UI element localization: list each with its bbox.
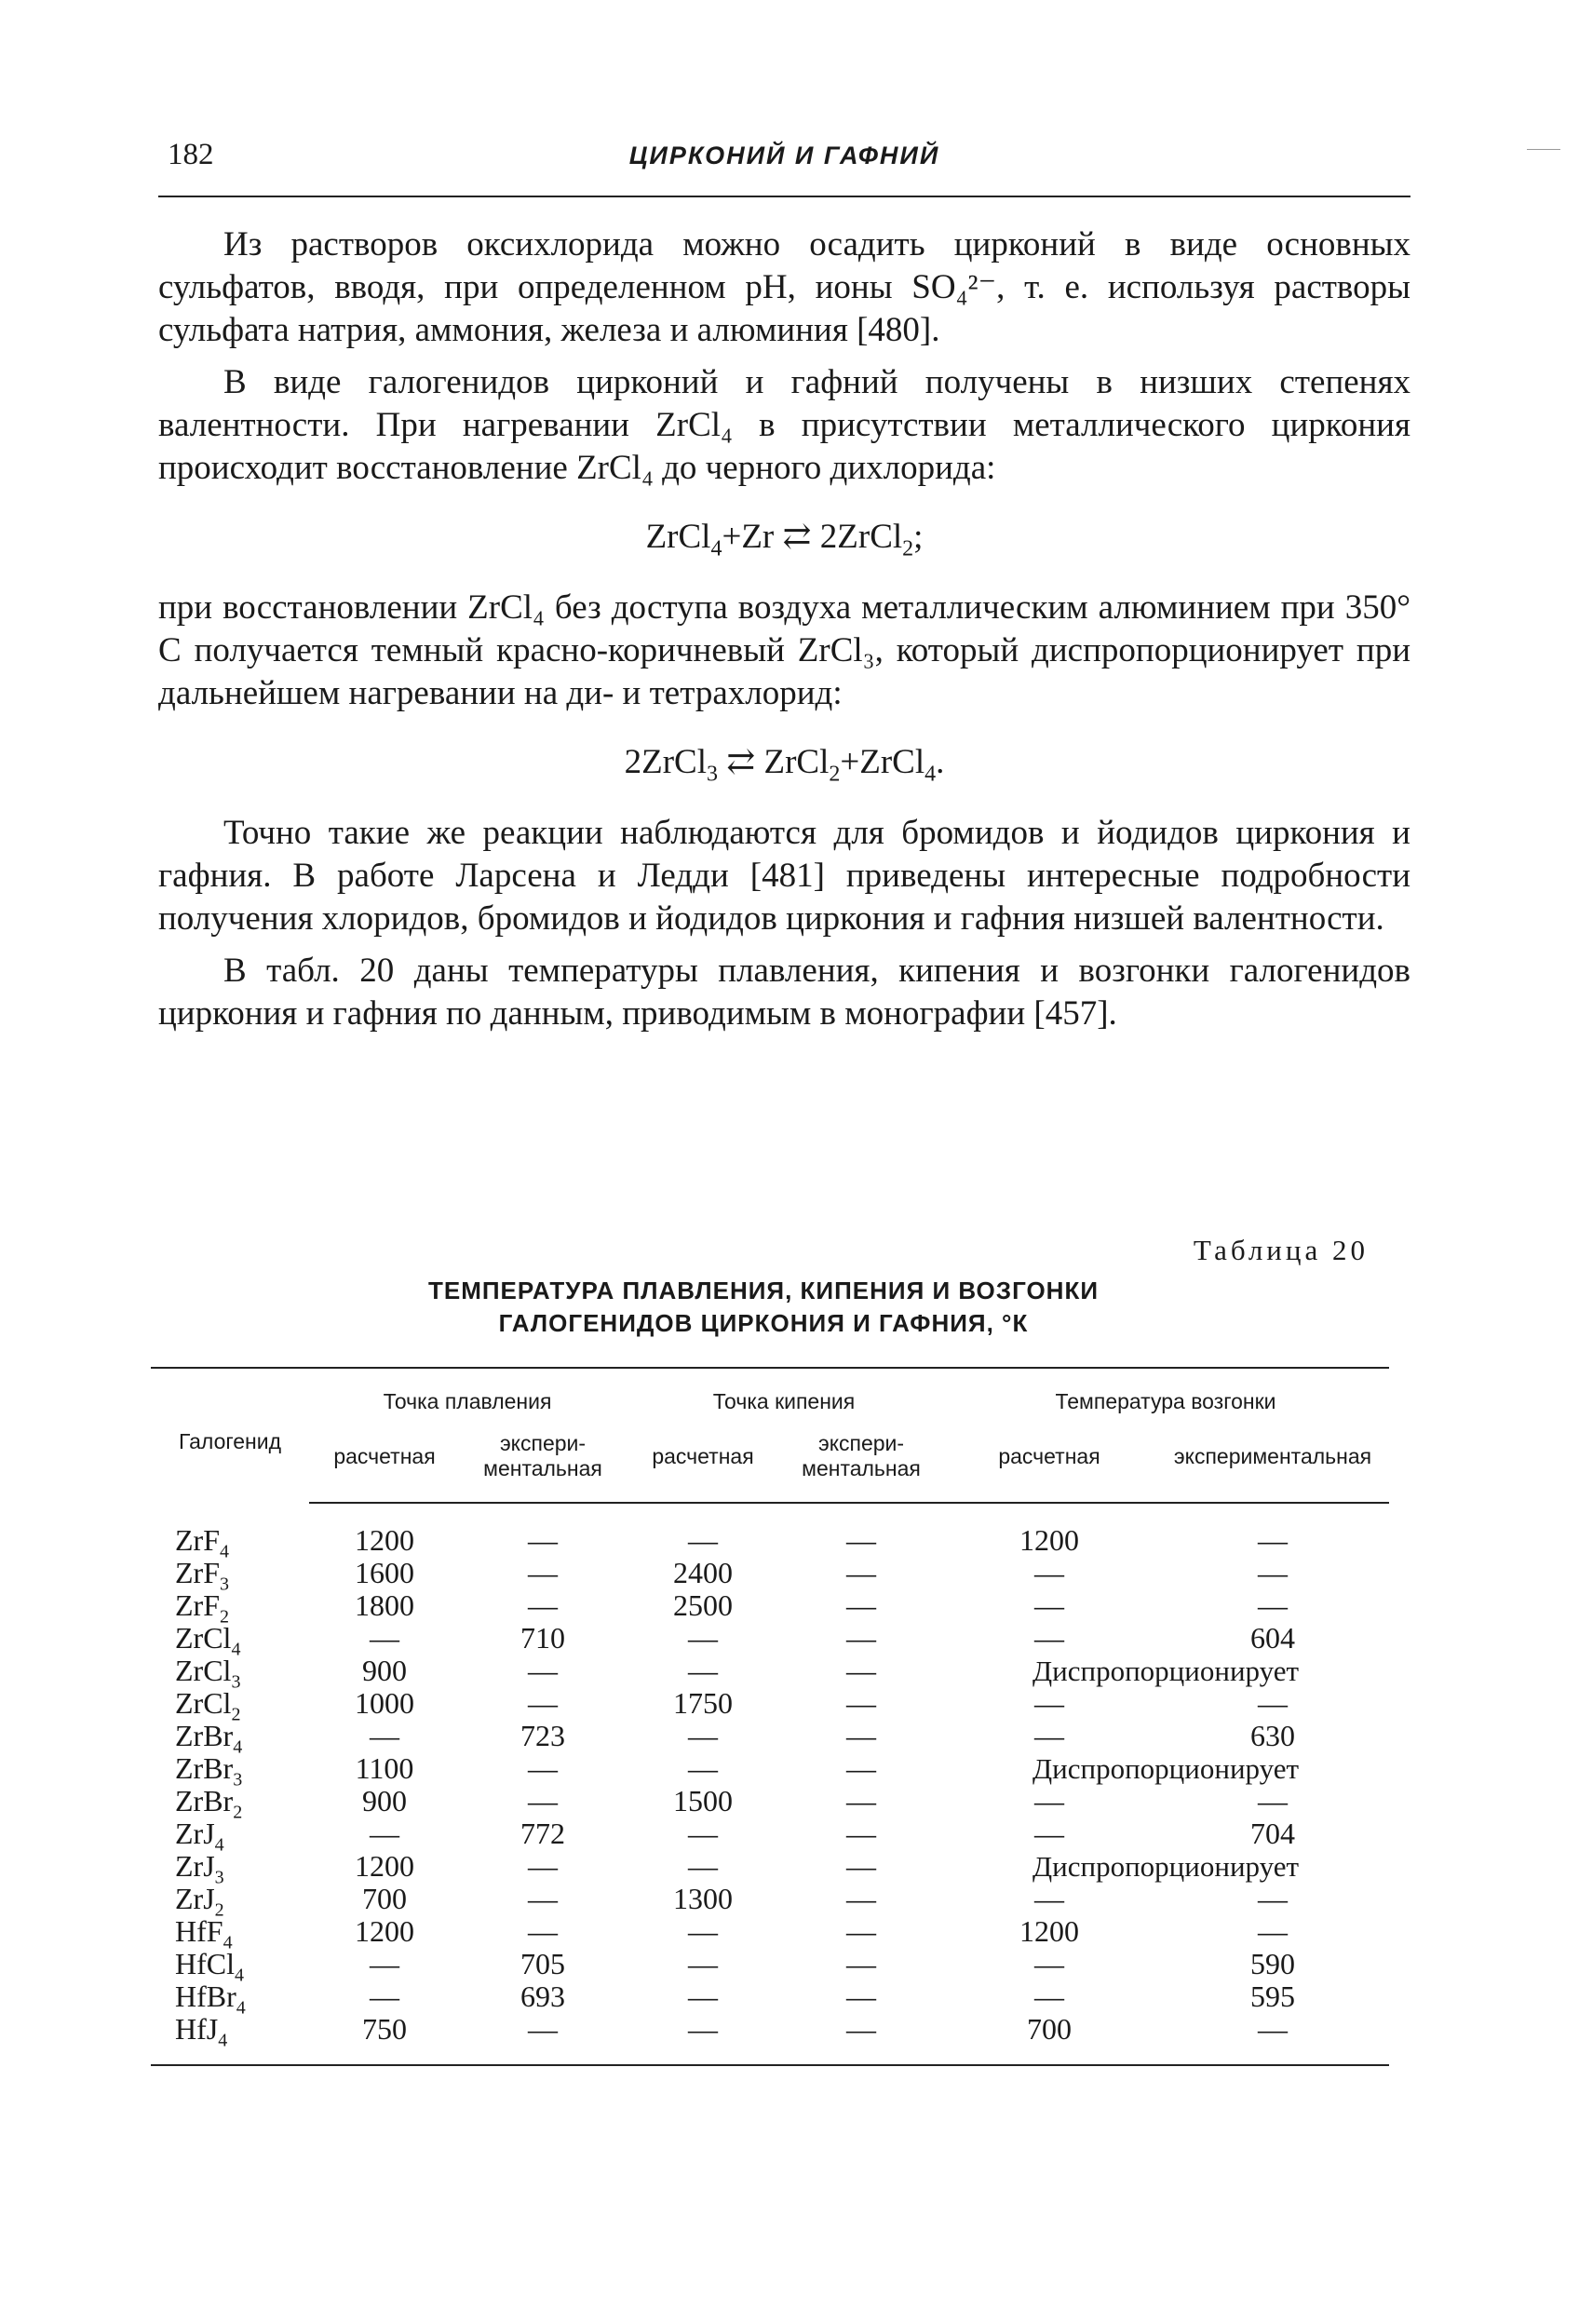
column-group-sublimation: Температура возгонки: [942, 1368, 1389, 1424]
halide-subscript: 3: [220, 1574, 229, 1595]
halide-formula: ZrBr: [175, 1719, 234, 1752]
halide-formula: HfBr: [175, 1979, 236, 2013]
melting-exp-cell: —: [528, 1849, 558, 1883]
halide-cell: [151, 1979, 309, 2019]
sublimation-calc-cell: —: [1034, 1882, 1065, 1915]
sublimation-exp-cell: —: [1258, 1686, 1289, 1720]
formula-1: [158, 516, 1410, 559]
paragraph-4: Точно такие же реакции наблюдаются для бромидов и йодидов циркония и гафния. В работе Ларсена и Ледди [481] приведены интересные подробности получения хлоридов, бромидов и йодидов циркония и гафния низшей валентности.: [158, 814, 1410, 938]
sublimation-calc-cell: —: [1034, 1588, 1065, 1622]
boiling-exp-cell: —: [846, 1588, 877, 1622]
formula-1-left-a: ZrCl: [645, 518, 711, 556]
halide-cell: [151, 1751, 309, 1790]
halide-subscript: 4: [223, 1932, 233, 1953]
table-title-line-1: ТЕМПЕРАТУРА ПЛАВЛЕНИЯ, КИПЕНИЯ И ВОЗГОНКИ: [427, 1277, 1100, 1304]
sublimation-note-cell: Диспропорционирует: [1032, 1850, 1300, 1883]
melting-calc-cell: 750: [309, 2013, 460, 2065]
column-header-halide: Галогенид: [151, 1368, 309, 1503]
melting-exp-cell: —: [528, 1556, 558, 1589]
sublimation-calc-cell: —: [1034, 1621, 1065, 1655]
melting-exp-cell: —: [528, 1686, 558, 1720]
formula-2-right-c: .: [936, 743, 945, 781]
table-label: Таблица 20: [1193, 1234, 1369, 1266]
table-row: [151, 1589, 1389, 1622]
sublimation-calc-cell: 1200: [1019, 1914, 1080, 1948]
halide-formula: ZrF: [175, 1522, 220, 1557]
table-body: [151, 1503, 1389, 2065]
halide-formula: ZrJ: [175, 1817, 215, 1850]
halide-formula: ZrBr: [175, 1751, 234, 1785]
melting-exp-cell: —: [460, 2013, 626, 2065]
halide-subscript: 4: [214, 1834, 224, 1856]
column-header-sublimation-calc: расчетная: [942, 1424, 1156, 1503]
melting-calc-cell: 1200: [355, 1914, 414, 1948]
melting-calc-cell: 1200: [355, 1523, 414, 1557]
boiling-exp-cell: —: [846, 1621, 877, 1655]
melting-calc-cell: —: [370, 1979, 399, 2013]
page-number: 182: [168, 138, 214, 171]
halide-cell: [151, 1947, 309, 1986]
halide-subscript: 4: [233, 1736, 243, 1758]
column-header-melting-calc: расчетная: [309, 1424, 460, 1503]
formula-2-left-a: 2ZrCl: [624, 743, 707, 781]
boiling-calc-cell: —: [688, 1817, 719, 1850]
paragraph-5: В табл. 20 даны температуры плавления, кипения и возгонки галогенидов циркония и гафния по данным, приводимым в монографии [457].: [158, 952, 1410, 1033]
halide-formula: ZrF: [175, 1588, 220, 1622]
sublimation-exp-cell: 630: [1250, 1719, 1296, 1752]
halide-cell: [151, 2013, 309, 2065]
sublimation-exp-cell: —: [1156, 2013, 1389, 2065]
table-row: [151, 2013, 1389, 2065]
melting-calc-cell: —: [370, 1947, 399, 1980]
table-row: [151, 1503, 1389, 1557]
halide-cell: [151, 1817, 309, 1856]
body-text: [158, 223, 1410, 1045]
boiling-calc-cell: —: [688, 1654, 719, 1687]
column-header-sublimation-exp: экспериментальная: [1156, 1424, 1389, 1503]
halide-cell: [151, 1849, 309, 1888]
equilibrium-arrow-icon: ⇄: [726, 743, 756, 781]
melting-calc-cell: 1800: [355, 1588, 414, 1622]
halide-cell: [151, 1503, 309, 1561]
formula-2-right-a: ZrCl: [763, 743, 830, 781]
halide-formula: ZrF: [175, 1556, 220, 1589]
halide-cell: [151, 1882, 309, 1921]
sublimation-exp-cell: —: [1258, 1588, 1289, 1622]
sublimation-exp-cell: —: [1258, 1523, 1289, 1557]
halide-subscript: 3: [214, 1867, 224, 1888]
table-row: [151, 1883, 1389, 1915]
formula-1-right-b: ;: [913, 518, 924, 556]
table-header-row-1: [151, 1368, 1389, 1424]
boiling-exp-cell: —: [846, 1654, 877, 1687]
table-row: [151, 1655, 1389, 1687]
halide-subscript: 4: [236, 1997, 246, 2019]
boiling-exp-cell: —: [846, 1979, 877, 2013]
formula-2-right-sub-a: 2: [829, 762, 841, 787]
melting-exp-cell: 710: [520, 1621, 565, 1655]
halide-subscript: 2: [233, 1802, 243, 1823]
boiling-exp-cell: —: [846, 1523, 877, 1557]
melting-exp-cell: —: [528, 1588, 558, 1622]
melting-exp-cell: 723: [520, 1719, 565, 1752]
equilibrium-arrow-icon: ⇄: [782, 518, 812, 556]
melting-calc-cell: 1200: [355, 1849, 414, 1883]
boiling-calc-cell: —: [688, 1621, 719, 1655]
boiling-calc-cell: —: [688, 1719, 719, 1752]
boiling-exp-cell: —: [846, 1849, 877, 1883]
halide-cell: [151, 1556, 309, 1595]
halide-cell: [151, 1654, 309, 1693]
formula-2-left-sub: 3: [706, 762, 718, 787]
column-header-boiling-calc: расчетная: [626, 1424, 780, 1503]
halide-formula: ZrJ: [175, 1882, 215, 1915]
melting-exp-cell: 705: [520, 1947, 565, 1980]
table-title-line-2: ГАЛОГЕНИДОВ ЦИРКОНИЯ И ГАФНИЯ, °К: [498, 1309, 1029, 1337]
halide-formula: ZrCl: [175, 1654, 232, 1687]
boiling-exp-cell: —: [846, 1556, 877, 1589]
boiling-calc-cell: —: [688, 1979, 719, 2013]
paragraph-2: В виде галогенидов цирконий и гафний получены в низших степенях валентности. При нагревании ZrCl₄ в присутствии металлического циркония происходит восстановление ZrCl₄ до черного дихлорида:: [158, 363, 1410, 487]
sublimation-calc-cell: —: [1034, 1979, 1065, 2013]
boiling-exp-cell: —: [780, 2013, 942, 2065]
sublimation-calc-cell: —: [1034, 1817, 1065, 1850]
table-row: [151, 1720, 1389, 1752]
boiling-calc-cell: —: [688, 1849, 719, 1883]
melting-exp-cell: —: [528, 1654, 558, 1687]
table-row: [151, 1557, 1389, 1589]
boiling-exp-cell: —: [846, 1784, 877, 1817]
melting-exp-cell: —: [528, 1751, 558, 1785]
paragraph-1: Из растворов оксихлорида можно осадить цирконий в виде основных сульфатов, вводя, при определенном pH, ионы SO₄²⁻, т. е. используя растворы сульфата натрия, аммония, железа и алюминия [480].: [158, 225, 1410, 349]
boiling-exp-cell: —: [846, 1914, 877, 1948]
halide-formula: HfCl: [175, 1947, 235, 1980]
formula-2-right-b: +ZrCl: [840, 743, 925, 781]
formula-1-right-a: 2ZrCl: [819, 518, 903, 556]
boiling-calc-cell: 2500: [673, 1588, 734, 1622]
halide-cell: [151, 1621, 309, 1660]
boiling-calc-cell: 1500: [673, 1784, 734, 1817]
boiling-calc-cell: —: [688, 1523, 719, 1557]
sublimation-exp-cell: —: [1258, 1556, 1289, 1589]
formula-1-left-b: +Zr: [722, 518, 775, 556]
formula-2-right-sub-b: 4: [924, 762, 937, 787]
melting-exp-cell: —: [528, 1523, 558, 1557]
halide-subscript: 4: [220, 1540, 229, 1561]
halide-subscript: 2: [214, 1899, 224, 1921]
halide-subscript: 3: [233, 1769, 243, 1790]
formula-1-right-sub: 2: [902, 536, 914, 561]
melting-calc-cell: 900: [362, 1784, 407, 1817]
data-table: [151, 1367, 1389, 2066]
sublimation-note-cell: Диспропорционирует: [1032, 1655, 1300, 1687]
melting-calc-cell: 1600: [355, 1556, 414, 1589]
sublimation-calc-cell: —: [1034, 1947, 1065, 1980]
halide-formula: ZrCl: [175, 1686, 232, 1720]
halide-formula: ZrCl: [175, 1621, 232, 1655]
boiling-calc-cell: 1750: [673, 1686, 734, 1720]
column-header-boiling-exp: экспериментальная: [780, 1424, 942, 1503]
halide-cell: [151, 1719, 309, 1758]
table-row: [151, 1687, 1389, 1720]
halide-formula: ZrJ: [175, 1849, 215, 1883]
melting-calc-cell: 900: [362, 1654, 407, 1687]
sublimation-calc-cell: 1200: [1019, 1523, 1080, 1557]
table-row: [151, 1752, 1389, 1785]
boiling-calc-cell: 2400: [673, 1556, 734, 1589]
sublimation-exp-cell: —: [1258, 1784, 1289, 1817]
sublimation-exp-cell: —: [1258, 1914, 1289, 1948]
melting-exp-cell: —: [528, 1882, 558, 1915]
sublimation-exp-cell: 604: [1250, 1621, 1296, 1655]
halide-cell: [151, 1686, 309, 1725]
halide-formula: HfF: [175, 1914, 223, 1948]
running-title: ЦИРКОНИЙ И ГАФНИЙ: [628, 142, 940, 169]
halide-cell: [151, 1914, 309, 1953]
boiling-calc-cell: —: [688, 1947, 719, 1980]
halide-subscript: 4: [231, 1639, 241, 1660]
page-header: [158, 138, 1410, 181]
table-row: [151, 1622, 1389, 1655]
boiling-exp-cell: —: [846, 1817, 877, 1850]
paragraph-3: при восстановлении ZrCl₄ без доступа воздуха металлическим алюминием при 350° С получается темный красно-коричневый ZrCl₃, который диспропорционирует при дальнейшем нагревании на ди- и тетрахлорид:: [158, 588, 1410, 712]
sublimation-exp-cell: 704: [1250, 1817, 1296, 1850]
boiling-calc-cell: —: [626, 2013, 780, 2065]
boiling-calc-cell: —: [688, 1914, 719, 1948]
halide-subscript: 4: [218, 2030, 228, 2051]
boiling-calc-cell: —: [688, 1751, 719, 1785]
halide-formula: HfJ: [175, 2012, 219, 2046]
sublimation-calc-cell: 700: [942, 2013, 1156, 2065]
boiling-calc-cell: 1300: [673, 1882, 734, 1915]
sublimation-exp-cell: —: [1258, 1882, 1289, 1915]
halide-cell: [151, 1588, 309, 1628]
boiling-exp-cell: —: [846, 1882, 877, 1915]
boiling-exp-cell: —: [846, 1947, 877, 1980]
halide-subscript: 3: [231, 1671, 241, 1693]
table-row: [151, 1817, 1389, 1850]
halide-subscript: 2: [231, 1704, 241, 1725]
melting-calc-cell: 1100: [355, 1751, 414, 1785]
boiling-exp-cell: —: [846, 1751, 877, 1785]
column-header-melting-exp: экспериментальная: [460, 1424, 626, 1503]
table-caption: [158, 1234, 1369, 1340]
sublimation-calc-cell: —: [1034, 1719, 1065, 1752]
column-group-boiling: Точка кипения: [626, 1368, 942, 1424]
sublimation-exp-cell: 590: [1250, 1947, 1296, 1980]
formula-2: [158, 741, 1410, 787]
halide-formula: ZrBr: [175, 1784, 234, 1817]
header-rule: [158, 196, 1410, 197]
halide-subscript: 2: [220, 1606, 229, 1628]
melting-calc-cell: 700: [362, 1882, 407, 1915]
column-group-melting: Точка плавления: [309, 1368, 626, 1424]
table-header-row-2: [151, 1424, 1389, 1503]
halide-subscript: 4: [235, 1965, 244, 1986]
boiling-exp-cell: —: [846, 1686, 877, 1720]
melting-calc-cell: —: [370, 1719, 399, 1752]
table-row: [151, 1980, 1389, 2013]
melting-calc-cell: —: [370, 1621, 399, 1655]
table-row: [151, 1915, 1389, 1948]
melting-exp-cell: 693: [520, 1979, 565, 2013]
table-row: [151, 1948, 1389, 1980]
table-row: [151, 1850, 1389, 1883]
sublimation-calc-cell: —: [1034, 1556, 1065, 1589]
table-row: [151, 1785, 1389, 1817]
boiling-exp-cell: —: [846, 1719, 877, 1752]
melting-exp-cell: 772: [520, 1817, 565, 1850]
melting-exp-cell: —: [528, 1784, 558, 1817]
melting-exp-cell: —: [528, 1914, 558, 1948]
melting-calc-cell: 1000: [355, 1686, 414, 1720]
margin-mark: [1527, 149, 1560, 150]
sublimation-exp-cell: 595: [1250, 1979, 1296, 2013]
halide-cell: [151, 1784, 309, 1823]
sublimation-calc-cell: —: [1034, 1784, 1065, 1817]
formula-1-left-sub: 4: [710, 536, 722, 561]
sublimation-note-cell: Диспропорционирует: [1032, 1752, 1300, 1785]
sublimation-calc-cell: —: [1034, 1686, 1065, 1720]
melting-calc-cell: —: [370, 1817, 399, 1850]
